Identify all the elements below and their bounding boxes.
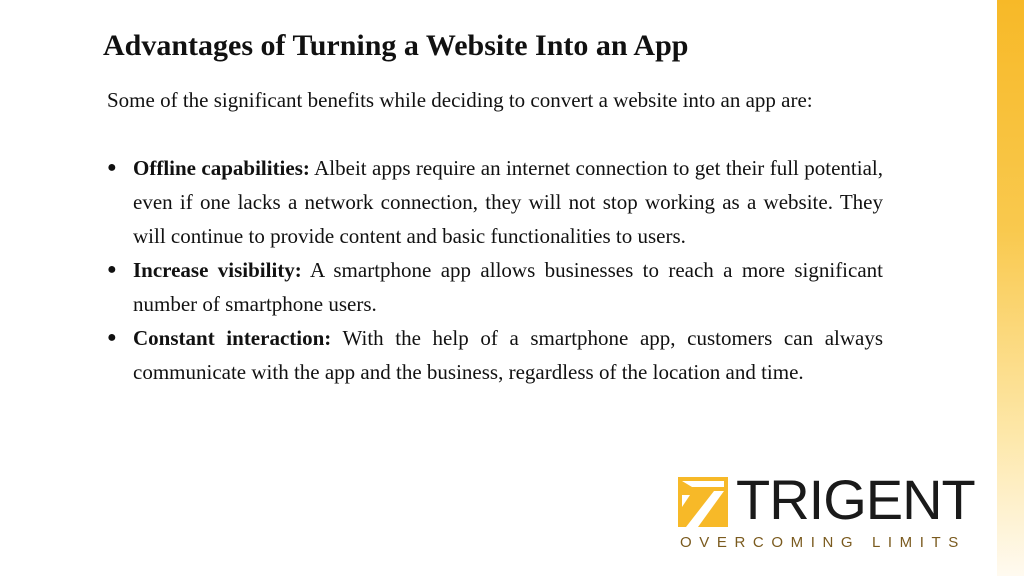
slide-body <box>107 83 883 389</box>
list-item <box>107 253 883 321</box>
bullet-term: Constant interaction: <box>133 326 332 350</box>
bullet-icon: ● <box>107 261 117 278</box>
accent-side-bar <box>997 0 1024 576</box>
trigent-logo <box>678 468 980 554</box>
bullet-term: Offline capabilities: <box>133 156 310 180</box>
list-item <box>107 151 883 253</box>
logo-tagline: OVERCOMING LIMITS <box>680 534 966 551</box>
bullet-text: With the help of a smartphone app, customers can always communicate with the app and the business, regardless of the location and time. <box>133 326 884 384</box>
logo-wordmark: TRIGENT <box>736 468 975 531</box>
benefits-list <box>107 151 883 389</box>
list-item <box>107 321 883 389</box>
bullet-text: A smartphone app allows businesses to reach a more significant number of smartphone users. <box>133 258 883 316</box>
bullet-icon: ● <box>107 329 117 346</box>
paragraph-spacer <box>107 117 883 151</box>
slide-title: Advantages of Turning a Website Into an App <box>103 29 689 62</box>
bullet-term: Increase visibility: <box>133 258 302 282</box>
bullet-icon: ● <box>107 159 117 176</box>
intro-paragraph: Some of the significant benefits while deciding to convert a website into an app are: <box>107 88 813 112</box>
trigent-logo-mark-icon <box>678 477 728 527</box>
bullet-text: Albeit apps require an internet connection to get their full potential, even if one lacks a network connection, they will not stop working as a website. They will continue to provide content and basic functionalities to users. <box>133 156 883 248</box>
